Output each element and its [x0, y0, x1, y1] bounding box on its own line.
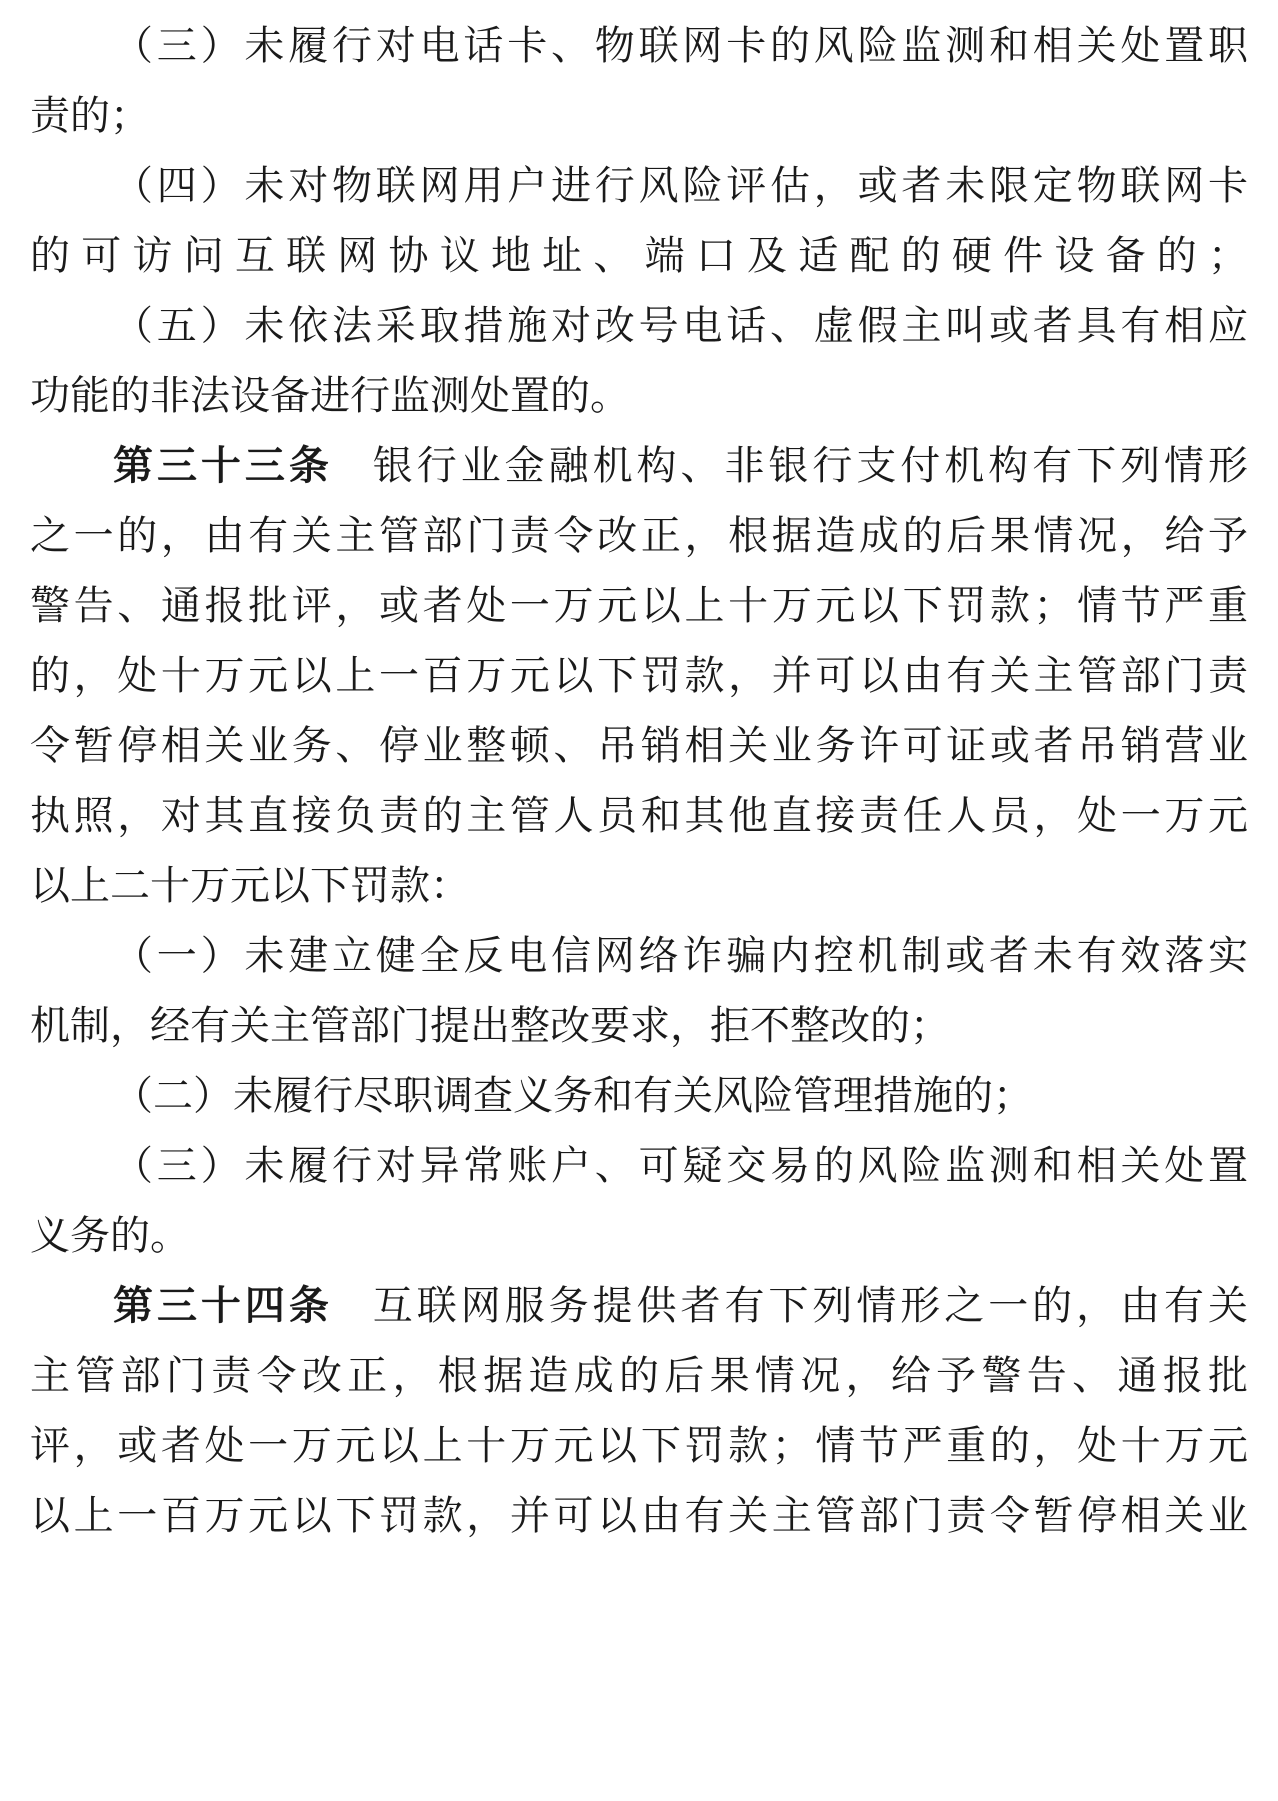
text-line: 的，处十万元以上一百万元以下罚款，并可以由有关主管部门责: [30, 653, 1248, 699]
text-line: （五）未依法采取措施对改号电话、虚假主叫或者具有相应: [113, 303, 1248, 349]
text-line: 令暂停相关业务、停业整顿、吊销相关业务许可证或者吊销营业: [30, 723, 1248, 769]
document-page: [30, 0, 1248, 1801]
text-line: 功能的非法设备进行监测处置的。: [30, 373, 630, 419]
text-line: 之一的，由有关主管部门责令改正，根据造成的后果情况，给予: [30, 513, 1248, 559]
text-line: （三）未履行对电话卡、物联网卡的风险监测和相关处置职: [113, 23, 1248, 69]
text-line: （三）未履行对异常账户、可疑交易的风险监测和相关处置: [113, 1143, 1248, 1189]
text-line: 机制，经有关主管部门提出整改要求，拒不整改的；: [30, 1003, 950, 1049]
text-line: 银行业金融机构、非银行支付机构有下列情形: [372, 443, 1249, 489]
text-line: 责的；: [30, 93, 150, 139]
text-line: 的可访问互联网协议地址、端口及适配的硬件设备的；: [30, 233, 1248, 279]
article-34-heading: 第三十四条: [113, 1283, 333, 1329]
text-line: （一）未建立健全反电信网络诈骗内控机制或者未有效落实: [113, 933, 1248, 979]
text-line: 互联网服务提供者有下列情形之一的，由有关: [372, 1283, 1249, 1329]
text-line: 以上二十万元以下罚款：: [30, 863, 470, 909]
text-line: 以上一百万元以下罚款，并可以由有关主管部门责令暂停相关业: [30, 1493, 1248, 1539]
text-line: 执照，对其直接负责的主管人员和其他直接责任人员，处一万元: [30, 793, 1248, 839]
text-line: 评，或者处一万元以上十万元以下罚款；情节严重的，处十万元: [30, 1423, 1248, 1469]
text-line: （二）未履行尽职调查义务和有关风险管理措施的；: [113, 1073, 1033, 1119]
text-line: 义务的。: [30, 1213, 190, 1259]
article-33-first-line: [113, 438, 1248, 494]
text-line: 主管部门责令改正，根据造成的后果情况，给予警告、通报批: [30, 1353, 1248, 1399]
article-33-heading: 第三十三条: [113, 443, 333, 489]
text-line: 警告、通报批评，或者处一万元以上十万元以下罚款；情节严重: [30, 583, 1248, 629]
article-34-first-line: [113, 1278, 1248, 1334]
text-line: （四）未对物联网用户进行风险评估，或者未限定物联网卡: [113, 163, 1248, 209]
